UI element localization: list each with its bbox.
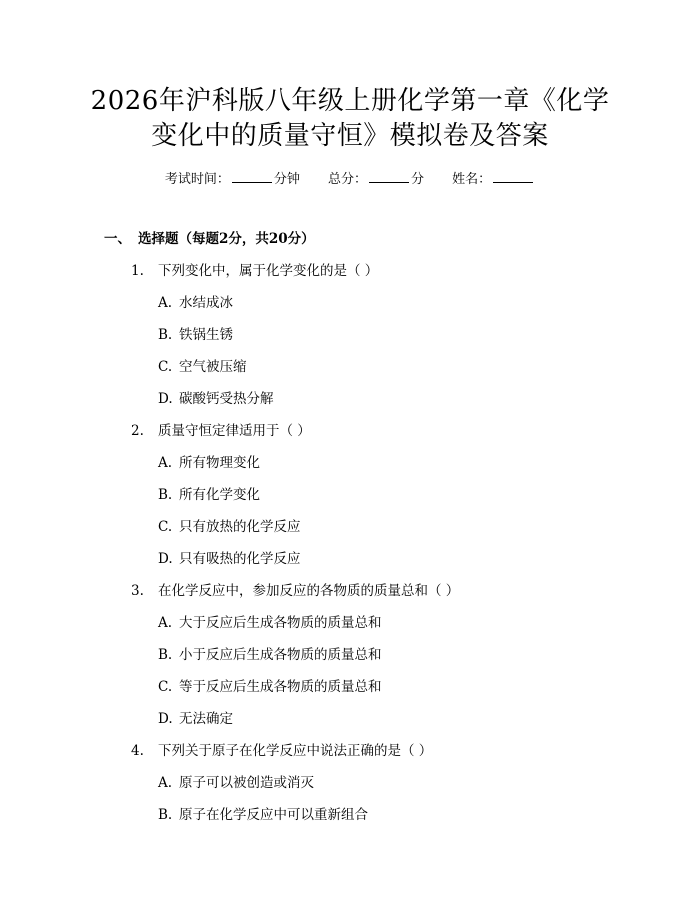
question-2-option-c (158, 519, 301, 535)
option-label: A. (158, 455, 173, 471)
option-label: D. (158, 551, 173, 567)
question-1-option-b (158, 327, 233, 343)
exam-time-blank (232, 170, 272, 183)
total-score-unit: 分 (411, 172, 425, 187)
option-text: 所有物理变化 (179, 455, 260, 471)
section-number: 一、 (104, 231, 131, 247)
option-text: 只有放热的化学反应 (179, 519, 301, 535)
exam-time (165, 170, 300, 188)
student-name-blank (493, 170, 533, 183)
question-1-option-d (158, 391, 274, 407)
question-number: 1. (131, 263, 144, 279)
option-label: B. (158, 647, 173, 663)
question-2 (131, 423, 311, 439)
exam-info (0, 170, 700, 188)
option-text: 碳酸钙受热分解 (179, 391, 274, 407)
question-number: 4. (131, 743, 144, 759)
question-text: 下列关于原子在化学反应中说法正确的是（ ） (158, 743, 433, 759)
option-text: 无法确定 (179, 711, 233, 727)
total-score-label: 总分： (327, 172, 367, 187)
option-text: 只有吸热的化学反应 (179, 551, 301, 567)
question-3-option-b (158, 647, 382, 663)
option-label: C. (158, 519, 173, 535)
question-3-option-d (158, 711, 233, 727)
question-1-option-a (158, 295, 233, 311)
question-text: 质量守恒定律适用于（ ） (158, 423, 311, 439)
question-text: 下列变化中，属于化学变化的是（ ） (158, 263, 379, 279)
total-score (328, 170, 424, 188)
option-text: 小于反应后生成各物质的质量总和 (179, 647, 382, 663)
exam-time-label: 考试时间： (164, 172, 230, 187)
option-label: C. (158, 359, 173, 375)
question-3 (131, 583, 459, 599)
question-4 (131, 743, 432, 759)
exam-time-unit: 分钟 (273, 172, 300, 187)
document-title-line-2: 变化中的质量守恒》模拟卷及答案 (151, 121, 549, 151)
question-2-option-d (158, 551, 301, 567)
option-label: D. (158, 711, 173, 727)
student-name (452, 170, 535, 188)
question-2-option-a (158, 455, 260, 471)
option-text: 等于反应后生成各物质的质量总和 (179, 679, 382, 695)
option-text: 大于反应后生成各物质的质量总和 (179, 615, 382, 631)
question-number: 2. (131, 423, 144, 439)
total-score-blank (369, 170, 409, 183)
option-label: C. (158, 679, 173, 695)
question-4-option-b (158, 807, 368, 823)
option-label: B. (158, 487, 173, 503)
document-title-line-1: 2026年沪科版八年级上册化学第一章《化学 (90, 86, 610, 116)
option-text: 原子在化学反应中可以重新组合 (179, 807, 368, 823)
section-heading (104, 231, 315, 247)
option-label: A. (158, 615, 173, 631)
question-2-option-b (158, 487, 260, 503)
option-label: A. (158, 775, 173, 791)
question-4-option-a (158, 775, 314, 791)
option-text: 铁锅生锈 (179, 327, 233, 343)
question-number: 3. (131, 583, 144, 599)
option-label: D. (158, 391, 173, 407)
option-label: A. (158, 295, 173, 311)
option-label: B. (158, 327, 173, 343)
student-name-label: 姓名： (452, 172, 492, 187)
question-3-option-c (158, 679, 382, 695)
option-label: B. (158, 807, 173, 823)
question-text: 在化学反应中，参加反应的各物质的质量总和（ ） (158, 583, 460, 599)
question-1 (131, 263, 378, 279)
option-text: 原子可以被创造或消灭 (179, 775, 314, 791)
option-text: 所有化学变化 (179, 487, 260, 503)
question-3-option-a (158, 615, 382, 631)
option-text: 空气被压缩 (179, 359, 247, 375)
question-1-option-c (158, 359, 247, 375)
section-title: 选择题（每题2分，共20分） (138, 231, 315, 247)
option-text: 水结成冰 (179, 295, 233, 311)
